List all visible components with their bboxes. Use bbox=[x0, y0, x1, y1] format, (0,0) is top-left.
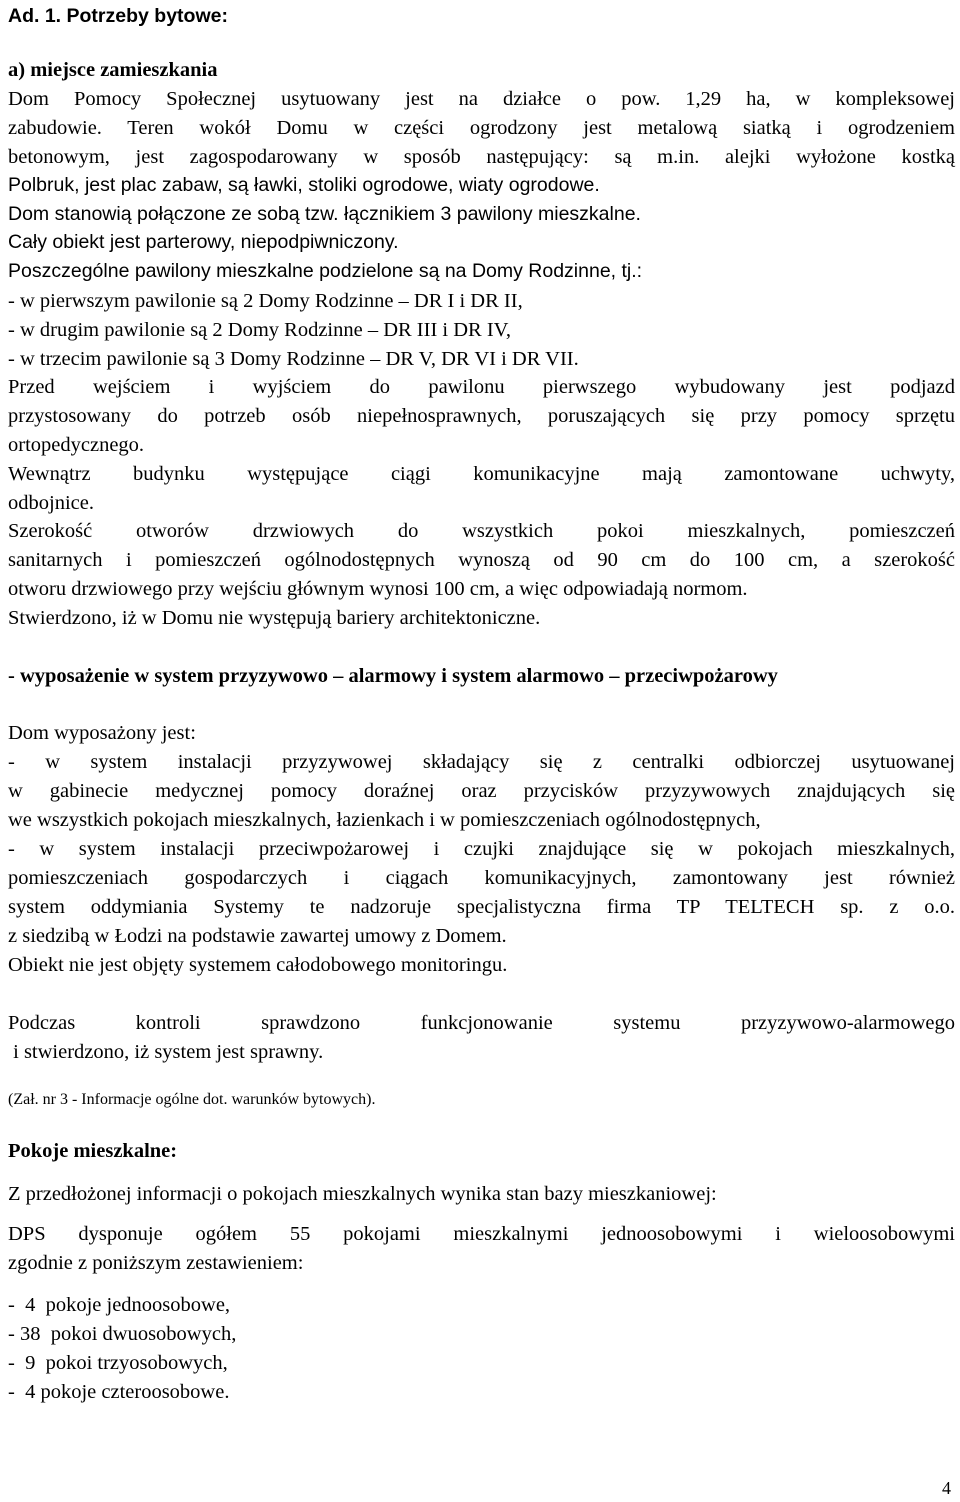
subsection-title-c: Pokoje mieszkalne: bbox=[8, 1140, 178, 1162]
paragraph-line: system oddymiania Systemy te nadzoruje specjalistyczna firma TP TELTECH sp. z o.o. bbox=[8, 896, 955, 918]
paragraph-line: pomieszczeniach gospodarczych i ciągach komunikacyjnych, zamontowany jest również bbox=[8, 867, 955, 889]
paragraph-line: w gabinecie medycznej pomocy doraźnej oraz przycisków przyzywowych znajdujących się bbox=[8, 780, 955, 802]
attachment-note: (Zał. nr 3 - Informacje ogólne dot. warunków bytowych). bbox=[8, 1091, 376, 1108]
paragraph-line: betonowym, jest zagospodarowany w sposób następujący: są m.in. alejki wyłożone kostką bbox=[8, 146, 955, 168]
paragraph-line: z siedzibą w Łodzi na podstawie zawartej umowy z Domem. bbox=[8, 925, 507, 947]
paragraph-line: Podczas kontroli sprawdzono funkcjonowanie systemu przyzywowo-alarmowego bbox=[8, 1012, 955, 1034]
list-item: - w trzecim pawilonie są 3 Domy Rodzinne – DR V, DR VI i DR VII. bbox=[8, 348, 579, 370]
paragraph-line: Dom wyposażony jest: bbox=[8, 722, 196, 744]
paragraph-line: Szerokość otworów drzwiowych do wszystkich pokoi mieszkalnych, pomieszczeń bbox=[8, 520, 955, 542]
paragraph-line: Stwierdzono, iż w Domu nie występują bariery architektoniczne. bbox=[8, 607, 541, 629]
list-item: - w drugim pawilonie są 2 Domy Rodzinne – DR III i DR IV, bbox=[8, 319, 511, 341]
paragraph-line: we wszystkich pokojach mieszkalnych, łazienkach i w pomieszczeniach ogólnodostępnych, bbox=[8, 809, 761, 831]
list-item: - 4 pokoje czteroosobowe. bbox=[8, 1381, 230, 1403]
paragraph-line: zabudowie. Teren wokół Domu w części ogrodzony jest metalową siatką i ogrodzeniem bbox=[8, 117, 955, 139]
paragraph-line: sanitarnych i pomieszczeń ogólnodostępnych wynoszą od 90 cm do 100 cm, a szerokość bbox=[8, 549, 955, 571]
paragraph-line: Polbruk, jest plac zabaw, są ławki, stoliki ogrodowe, wiaty ogrodowe. bbox=[8, 174, 600, 196]
paragraph-line: zgodnie z poniższym zestawieniem: bbox=[8, 1252, 304, 1274]
paragraph-line: Dom Pomocy Społecznej usytuowany jest na działce o pow. 1,29 ha, w kompleksowej bbox=[8, 88, 955, 110]
paragraph-line: Cały obiekt jest parterowy, niepodpiwniczony. bbox=[8, 231, 399, 253]
paragraph-line: Przed wejściem i wyjściem do pawilonu pierwszego wybudowany jest podjazd bbox=[8, 376, 955, 398]
paragraph-line: Z przedłożonej informacji o pokojach mieszkalnych wynika stan bazy mieszkaniowej: bbox=[8, 1183, 717, 1205]
paragraph-line: - w system instalacji przyzywowej składający się z centralki odbiorczej usytuowanej bbox=[8, 751, 955, 773]
list-item: - w pierwszym pawilonie są 2 Domy Rodzinne – DR I i DR II, bbox=[8, 290, 523, 312]
section-heading: Ad. 1. Potrzeby bytowe: bbox=[8, 5, 228, 27]
paragraph-line: Obiekt nie jest objęty systemem całodobowego monitoringu. bbox=[8, 954, 508, 976]
paragraph-line: i stwierdzono, iż system jest sprawny. bbox=[8, 1041, 324, 1063]
paragraph-line: otworu drzwiowego przy wejściu głównym wynosi 100 cm, a więc odpowiadają normom. bbox=[8, 578, 748, 600]
subsection-title-a: a) miejsce zamieszkania bbox=[8, 59, 218, 81]
paragraph-line: DPS dysponuje ogółem 55 pokojami mieszkalnymi jednoosobowymi i wieloosobowymi bbox=[8, 1223, 955, 1245]
list-item: - 9 pokoi trzyosobowych, bbox=[8, 1352, 228, 1374]
paragraph-line: Wewnątrz budynku występujące ciągi komunikacyjne mają zamontowane uchwyty, bbox=[8, 463, 955, 485]
paragraph-line: ortopedycznego. bbox=[8, 434, 145, 456]
paragraph-line: Poszczególne pawilony mieszkalne podzielone są na Domy Rodzinne, tj.: bbox=[8, 260, 643, 282]
paragraph-line: - w system instalacji przeciwpożarowej i czujki znajdujące się w pokojach mieszkalnych, bbox=[8, 838, 955, 860]
subsection-title-b: - wyposażenie w system przyzywowo – alarmowy i system alarmowo – przeciwpożarowy bbox=[8, 665, 778, 687]
page-number: 4 bbox=[942, 1478, 951, 1498]
paragraph-line: przystosowany do potrzeb osób niepełnosprawnych, poruszających się przy pomocy sprzętu bbox=[8, 405, 955, 427]
paragraph-line: odbojnice. bbox=[8, 492, 94, 514]
list-item: - 4 pokoje jednoosobowe, bbox=[8, 1294, 231, 1316]
paragraph-line: Dom stanowią połączone ze sobą tzw. łącznikiem 3 pawilony mieszkalne. bbox=[8, 203, 641, 225]
list-item: - 38 pokoi dwuosobowych, bbox=[8, 1323, 237, 1345]
